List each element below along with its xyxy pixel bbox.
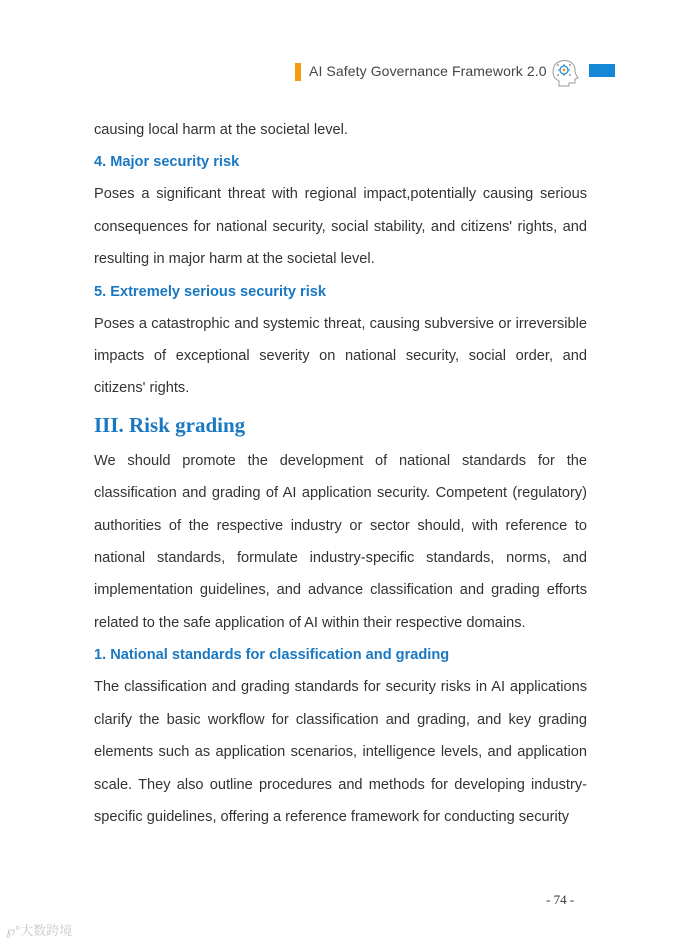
level5-heading: 5. Extremely serious security risk	[94, 283, 327, 300]
level4-body: Poses a significant threat with regional impact,potentially causing serious consequences for national security, social stability, and citizens' rights, and resulting in major harm at the societal level.	[94, 186, 587, 268]
header-brand-block	[589, 64, 615, 77]
sub1-heading: 1. National standards for classification and grading	[94, 647, 450, 664]
level5-body: Poses a catastrophic and systemic threat, causing subversive or irreversible impacts of exceptional severity on national security, social order, and citizens' rights.	[94, 315, 587, 397]
page-content	[94, 114, 587, 833]
watermark: ℘°大数跨境	[6, 923, 73, 938]
section-body: We should promote the development of national standards for the classification and grading of AI application security. Competent (regulatory) authorities of the respective industry or sector should, with reference to national standards, formulate industry-specific standards, norms, and implementation guidelines, and advance classification and grading efforts related to the safe application of AI within their respective domains.	[94, 452, 587, 631]
sub1-body: The classification and grading standards for security risks in AI applications clarify the basic workflow for classification and grading, and key grading elements such as application scenarios, intelligence levels, and application scale. They also outline procedures and methods for developing industry-specific guidelines, offering a reference framework for conducting security	[94, 679, 587, 825]
header-accent-bar	[295, 63, 301, 81]
page-number: - 74 -	[546, 892, 575, 907]
intro-fragment: causing local harm at the societal level.	[94, 122, 348, 138]
section-title: III. Risk grading	[94, 412, 246, 437]
document-title: AI Safety Governance Framework 2.0	[309, 63, 547, 79]
level4-heading: 4. Major security risk	[94, 154, 240, 171]
page-header	[0, 55, 682, 89]
brain-circuit-icon	[547, 55, 581, 89]
